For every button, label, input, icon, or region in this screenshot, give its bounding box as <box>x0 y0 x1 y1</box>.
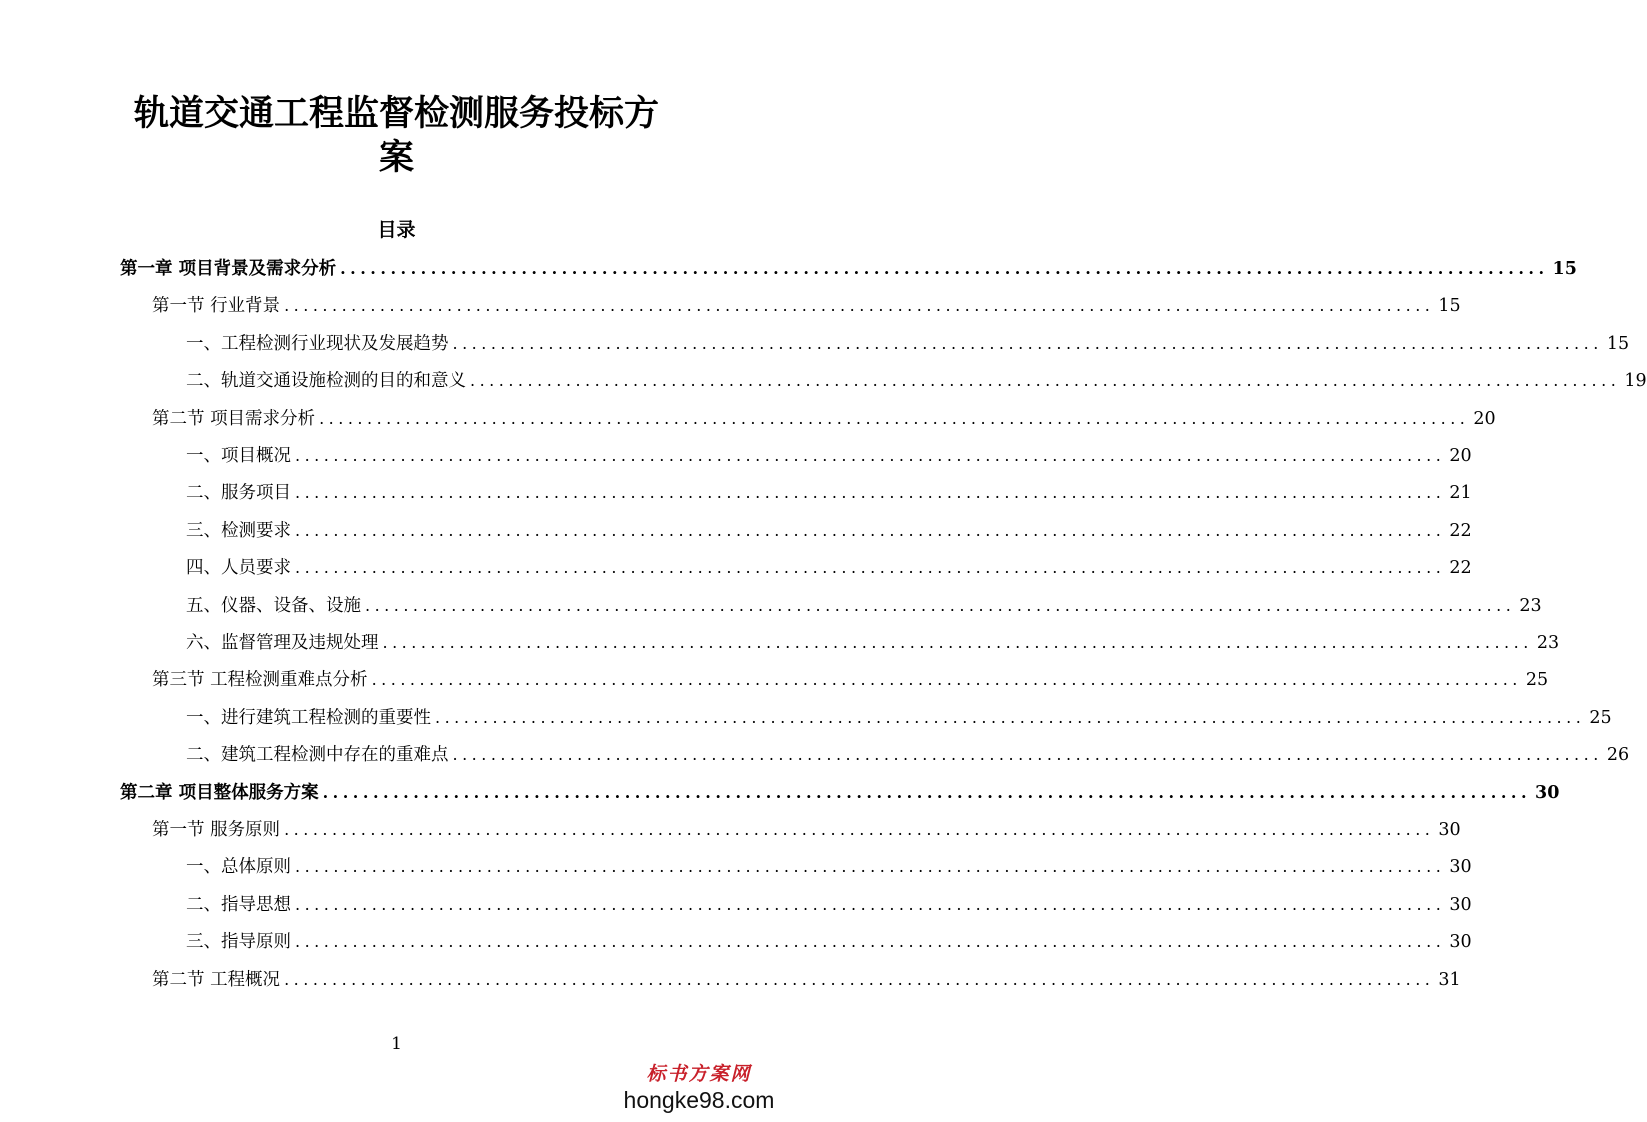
toc-dot-leader: ........................................................................................................................ <box>435 707 1586 727</box>
toc-dot-leader: ........................................................................................................................ <box>340 259 1549 278</box>
toc-subsection-entry[interactable] <box>186 630 1560 656</box>
toc-entry-label: 四、人员要求 <box>186 558 291 579</box>
toc-entry-page-number: 21 <box>1449 483 1472 504</box>
toc-dot-leader: ........................................................................................................................ <box>295 446 1446 465</box>
toc-entry-page-number: 23 <box>1519 595 1542 616</box>
toc-entry-page-number: 19 <box>1624 371 1647 392</box>
toc-section-entry[interactable] <box>152 293 1461 319</box>
toc-entry-page-number: 31 <box>1438 969 1461 990</box>
toc-dot-leader: ........................................................................................................................ <box>452 745 1603 765</box>
watermark-chinese: 标书方案网 <box>646 1063 752 1085</box>
toc-dot-leader: ........................................................................................................................ <box>365 595 1516 615</box>
toc-dot-leader: ........................................................................................................................ <box>322 782 1532 802</box>
toc-dot-leader: ........................................................................................................................ <box>284 969 1435 989</box>
toc-entry-label: 六、监督管理及违规处理 <box>186 633 379 653</box>
toc-dot-leader: ........................................................................................................................ <box>295 520 1446 540</box>
toc-section-entry[interactable] <box>152 667 1549 693</box>
toc-section-entry[interactable] <box>152 967 1461 993</box>
toc-subsection-entry[interactable] <box>186 518 1472 544</box>
toc-dot-leader: ........................................................................................................................ <box>295 483 1446 503</box>
toc-entry-page-number: 15 <box>1606 333 1630 354</box>
watermark-domain: hongke98.com <box>623 1087 775 1113</box>
toc-dot-leader: ........................................................................................................................ <box>319 408 1470 428</box>
toc-entry-page-number: 26 <box>1606 745 1630 766</box>
page-number: 1 <box>391 1034 402 1054</box>
toc-subsection-entry[interactable] <box>186 742 1630 768</box>
toc-subsection-entry[interactable] <box>186 892 1472 918</box>
toc-subsection-entry[interactable] <box>186 854 1472 880</box>
toc-entry-page-number: 15 <box>1552 259 1577 279</box>
toc-entry-label: 二、服务项目 <box>186 483 291 504</box>
toc-subsection-entry[interactable] <box>186 443 1472 469</box>
toc-entry-page-number: 23 <box>1536 633 1560 653</box>
toc-entry-page-number: 20 <box>1449 446 1472 466</box>
toc-dot-leader: ........................................................................................................................ <box>284 820 1435 839</box>
toc-entry-label: 第一章 项目背景及需求分析 <box>120 259 337 279</box>
toc-section-entry[interactable] <box>152 817 1461 843</box>
toc-dot-leader: ........................................................................................................................ <box>295 857 1446 877</box>
toc-entry-page-number: 25 <box>1525 670 1549 691</box>
toc-entry-label: 一、进行建筑工程检测的重要性 <box>186 707 431 728</box>
toc-entry-page-number: 15 <box>1438 296 1461 317</box>
toc-entry-page-number: 22 <box>1449 520 1472 541</box>
toc-subsection-entry[interactable] <box>186 555 1472 581</box>
toc-entry-label: 第二章 项目整体服务方案 <box>120 782 319 803</box>
document-title-line-1: 轨道交通工程监督检测服务投标方 <box>133 93 659 134</box>
toc-entry-page-number: 30 <box>1449 857 1472 878</box>
toc-dot-leader: ........................................................................................................................ <box>295 558 1446 578</box>
toc-entry-label: 第一节 服务原则 <box>152 820 281 840</box>
toc-subsection-entry[interactable] <box>186 705 1612 731</box>
toc-chapter-entry[interactable] <box>120 780 1560 806</box>
toc-entry-page-number: 30 <box>1449 932 1472 953</box>
toc-dot-leader: ........................................................................................................................ <box>295 932 1446 952</box>
toc-heading: 目录 <box>377 219 416 241</box>
toc-dot-leader: ........................................................................................................................ <box>295 894 1446 914</box>
toc-dot-leader: ........................................................................................................................ <box>452 333 1603 353</box>
toc-subsection-entry[interactable] <box>186 480 1472 506</box>
toc-dot-leader: ........................................................................................................................ <box>371 670 1522 690</box>
toc-chapter-entry[interactable] <box>120 256 1577 282</box>
toc-entry-label: 三、指导原则 <box>186 932 291 953</box>
toc-subsection-entry[interactable] <box>186 368 1647 394</box>
toc-dot-leader: ........................................................................................................................ <box>284 296 1435 316</box>
toc-entry-page-number: 30 <box>1449 894 1472 915</box>
toc-dot-leader: ........................................................................................................................ <box>470 371 1621 391</box>
toc-entry-label: 第二节 工程概况 <box>152 969 281 990</box>
toc-entry-page-number: 20 <box>1473 408 1496 429</box>
toc-entry-page-number: 25 <box>1589 707 1612 728</box>
toc-entry-label: 二、建筑工程检测中存在的重难点 <box>186 745 449 766</box>
toc-dot-leader: ........................................................................................................................ <box>382 633 1533 652</box>
toc-entry-label: 第一节 行业背景 <box>152 296 281 317</box>
toc-entry-label: 二、指导思想 <box>186 894 291 915</box>
toc-subsection-entry[interactable] <box>186 593 1542 619</box>
toc-entry-label: 五、仪器、设备、设施 <box>186 595 361 616</box>
toc-entry-page-number: 22 <box>1449 558 1472 579</box>
toc-entry-page-number: 30 <box>1438 820 1461 840</box>
toc-entry-label: 一、工程检测行业现状及发展趋势 <box>186 333 449 354</box>
toc-subsection-entry[interactable] <box>186 929 1472 955</box>
watermark-logo <box>619 1062 779 1114</box>
toc-entry-label: 一、总体原则 <box>186 857 291 878</box>
document-title-line-2: 案 <box>378 137 414 178</box>
toc-section-entry[interactable] <box>152 406 1496 432</box>
toc-entry-label: 三、检测要求 <box>186 520 291 541</box>
toc-entry-page-number: 30 <box>1535 782 1560 803</box>
toc-entry-label: 第二节 项目需求分析 <box>152 408 316 429</box>
toc-subsection-entry[interactable] <box>186 331 1630 357</box>
toc-entry-label: 二、轨道交通设施检测的目的和意义 <box>186 371 466 392</box>
toc-entry-label: 第三节 工程检测重难点分析 <box>152 670 368 691</box>
toc-entry-label: 一、项目概况 <box>186 446 291 466</box>
